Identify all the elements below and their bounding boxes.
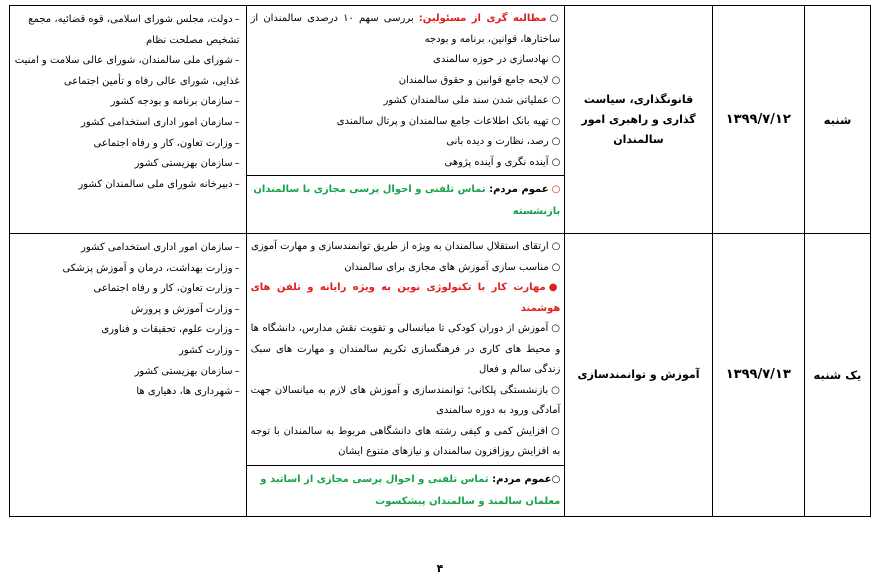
circle-bullet-icon: ○ <box>551 54 561 65</box>
date-cell: ۱۳۹۹/۷/۱۲ <box>712 6 804 234</box>
organization-item: –سازمان بهزیستی کشور <box>134 158 240 170</box>
activity-text: آینده نگری و آینده پژوهی <box>444 156 549 168</box>
table-row <box>10 6 871 234</box>
activity-text: تهیه بانک اطلاعات جامع سالمندان و پرتال سالمندی <box>336 115 549 127</box>
activity-item <box>251 422 561 463</box>
day-cell: یک شنبه <box>804 234 870 517</box>
activity-text: افزایش کمی و کیفی رشته های دانشگاهی مربوط به سالمندان با توجه به افزایش روزافزون سالمندان و نیازهای متنوع ایشان <box>250 425 561 457</box>
activity-item <box>251 258 561 279</box>
activity-item <box>251 132 561 153</box>
day-cell: شنبه <box>804 6 870 234</box>
organizations-cell <box>10 6 247 234</box>
public-action <box>247 175 565 226</box>
topic-cell: آموزش و توانمندسازی <box>565 234 712 517</box>
activity-text: عملیاتی شدن سند ملی سالمندان کشور <box>383 95 549 106</box>
activity-item <box>251 71 561 92</box>
circle-bullet-icon: ○ <box>551 115 561 127</box>
organization-item: –دولت، مجلس شورای اسلامی، قوه قضائیه، مجمع تشخیص مصلحت نظام <box>28 14 240 46</box>
activity-text: مناسب سازی آموزش های مجازی برای سالمندان <box>344 261 549 273</box>
circle-bullet-icon: ○ <box>551 261 561 273</box>
circle-bullet-icon: ○ <box>551 136 561 147</box>
activity-text: رصد، نظارت و دیده بانی <box>446 136 549 147</box>
organization-item: –دبیرخانه شورای ملی سالمندان کشور <box>78 178 240 190</box>
activity-text: ارتقای استقلال سالمندان به ویژه از طریق توانمندسازی و مهارت آموزی <box>250 241 549 252</box>
activities-cell <box>246 6 565 234</box>
circle-bullet-icon: ○ <box>551 473 561 485</box>
public-text: تماس تلفنی و احوال پرسی مجازی از اساتید و معلمان سالمند و سالمندان پیشکسوت <box>260 473 561 507</box>
schedule-table <box>9 5 871 517</box>
activity-text: بازنشستگی پلکانی؛ توانمندسازی و آموزش های لازم به میانسالان جهت آمادگی ورود به دوره سالمندی <box>250 384 561 416</box>
activity-item <box>251 50 561 71</box>
activity-item <box>251 319 561 381</box>
circle-bullet-icon: ○ <box>551 323 561 334</box>
organization-item: –سازمان امور اداری استخدامی کشور <box>81 116 240 128</box>
activity-text: نهادسازی در حوزه سالمندی <box>433 54 549 65</box>
organization-item: –وزارت کشور <box>179 344 240 356</box>
activity-item <box>251 9 561 50</box>
organizations-cell <box>10 234 247 517</box>
circle-bullet-icon: ○ <box>551 184 561 195</box>
activities-cell <box>246 234 565 517</box>
circle-bullet-icon: ○ <box>551 384 561 396</box>
filled-bullet-icon: ● <box>548 282 561 293</box>
page-number: ۴ <box>436 562 444 575</box>
organization-item: –سازمان بهزیستی کشور <box>134 365 240 377</box>
public-label: عموم مردم: <box>492 473 552 485</box>
organization-item: –وزارت تعاون، کار و رفاه اجتماعی <box>93 283 240 295</box>
organization-item: –شورای ملی سالمندان، شورای عالی سلامت و امنیت غذایی، شورای عالی رفاه و تأمین اجتماعی <box>14 55 240 87</box>
activity-item <box>251 112 561 133</box>
organization-item: –وزارت تعاون، کار و رفاه اجتماعی <box>93 137 240 149</box>
organization-item: –شهرداری ها، دهیاری ها <box>136 386 240 398</box>
organization-item: –سازمان امور اداری استخدامی کشور <box>81 242 240 253</box>
topic-cell: قانونگذاری، سیاست گذاری و راهبری امور سالمندان <box>565 6 712 234</box>
activity-text: لایحه جامع قوانین و حقوق سالمندان <box>398 74 549 86</box>
activity-text: بررسی سهم ۱۰ درصدی سالمندان از ساختارها، قوانین، برنامه و بودجه <box>250 13 561 45</box>
circle-bullet-icon: ○ <box>550 425 561 437</box>
activity-item <box>251 91 561 112</box>
circle-bullet-icon: ○ <box>549 13 561 24</box>
activity-text: مهارت کار با تکنولوژی نوین به ویژه رایانه و تلفن های هوشمند <box>250 282 561 314</box>
public-label: عموم مردم: <box>489 184 549 195</box>
circle-bullet-icon: ○ <box>551 241 561 252</box>
public-text: تماس تلفنی و احوال پرسی مجازی با سالمندان بازنشسته <box>253 184 561 217</box>
organization-item: –سازمان برنامه و بودجه کشور <box>110 96 240 108</box>
organization-item: –وزارت آموزش و پرورش <box>131 303 240 315</box>
date-cell: ۱۳۹۹/۷/۱۳ <box>712 234 804 517</box>
circle-bullet-icon: ○ <box>551 156 561 168</box>
circle-bullet-icon: ○ <box>551 74 561 86</box>
activity-item <box>251 237 561 258</box>
organization-item: –وزارت علوم، تحقیقات و فناوری <box>101 324 240 336</box>
public-action <box>247 465 565 516</box>
circle-bullet-icon: ○ <box>551 95 561 106</box>
activity-text: آموزش از دوران کودکی تا میانسالی و تقویت نقش مدارس، دانشگاه ها و محیط های کاری در فرهنگسازی تکریم سالمندان و مهارت های سبک زندگی سالم و فعال <box>250 323 561 375</box>
activity-item <box>251 153 561 174</box>
activity-item-highlighted <box>251 278 561 319</box>
organization-item: –وزارت بهداشت، درمان و آموزش پزشکی <box>62 262 240 274</box>
activity-item <box>251 381 561 422</box>
activity-title: مطالبه گری از مسئولین: <box>418 13 547 24</box>
table-row <box>10 234 871 517</box>
